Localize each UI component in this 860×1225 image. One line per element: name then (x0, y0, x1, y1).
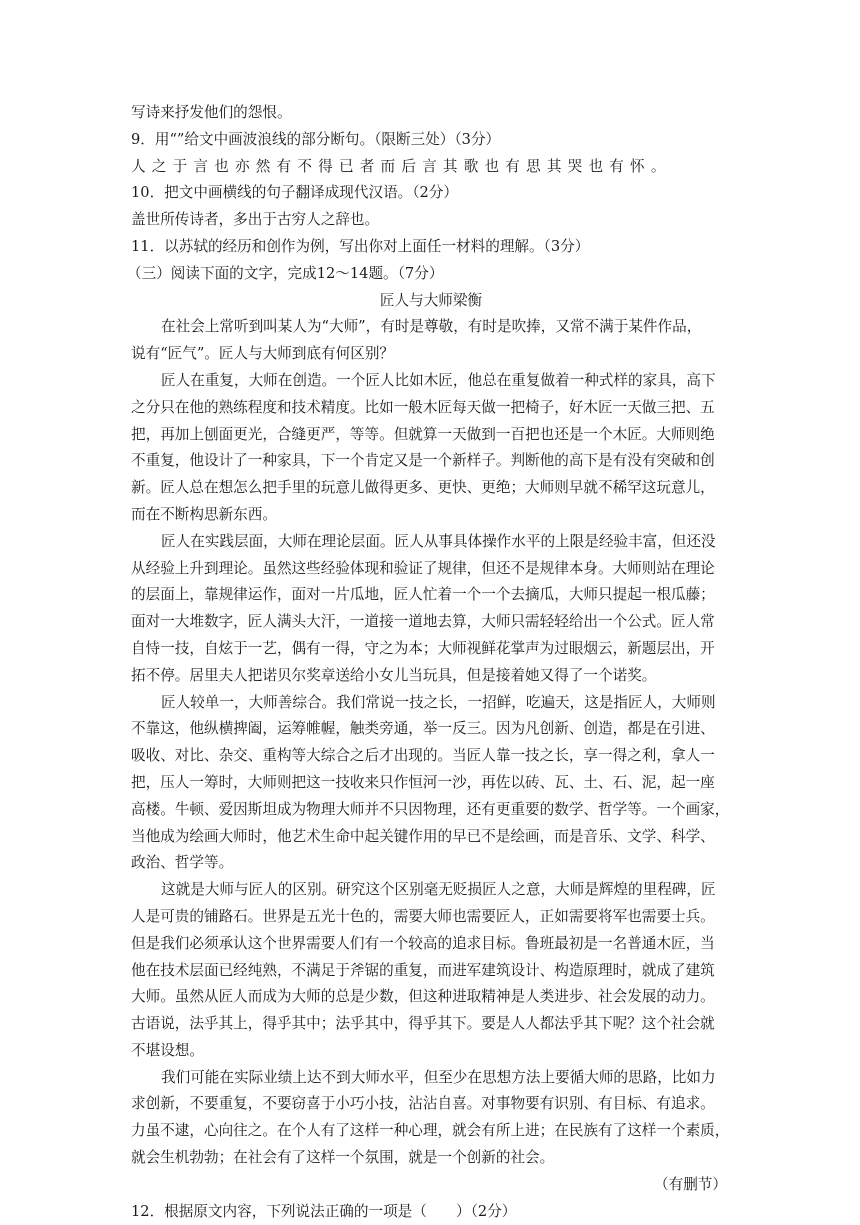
paragraph-line: 但是我们必须承认这个世界需要人们有一个较高的追求目标。鲁班最初是一名普通木匠，当 (131, 934, 715, 952)
paragraph-line: 拓不停。居里夫人把诺贝尔奖章送给小女儿当玩具，但是接着她又得了一个诺奖。 (131, 666, 657, 684)
text-line-continuation: 写诗来抒发他们的怨恨。 (131, 104, 292, 121)
paragraph-line: 匠人在实践层面，大师在理论层面。匠人从事具体操作水平的上限是经验丰富，但还没 (161, 532, 716, 550)
paragraph-line: 匠人在重复，大师在创造。一个匠人比如木匠，他总在重复做着一种式样的家具，高下 (161, 371, 716, 389)
paragraph-line: 人是可贵的铺路石。世界是五光十色的，需要大师也需要匠人，正如需要将军也需要士兵。 (131, 907, 715, 925)
paragraph-line: 新。匠人总在想怎么把手里的玩意儿做得更多、更快、更绝；大师则早就不稀罕这玩意儿， (131, 479, 715, 497)
paragraph-line: 他在技术层面已经纯熟，不满足于斧锯的重复，而进军建筑设计、构造原理时，就成了建筑 (131, 961, 715, 979)
article-paragraph-2 (131, 368, 731, 529)
document-content (127, 100, 731, 1225)
section-3-heading: （三）阅读下面的文字，完成12～14题。（7分） (127, 264, 444, 282)
paragraph-line: 就会生机勃勃；在社会有了这样一个氛围，就是一个创新的社会。 (131, 1149, 555, 1167)
paragraph-line: 当他成为绘画大师时，他艺术生命中起关键作用的早已不是绘画，而是音乐、文学、科学、 (131, 827, 715, 845)
paragraph-line: 政治、哲学等。 (131, 854, 234, 872)
paragraph-line: 说有“匠气”。匠人与大师到底有何区别？ (131, 345, 395, 363)
paragraph-line: 大师。虽然从匠人而成为大师的总是少数，但这种进取精神是人类进步、社会发展的动力。 (131, 988, 715, 1006)
article-paragraph-6 (131, 1065, 731, 1172)
question-11: 11．以苏轼的经历和创作为例，写出你对上面任一材料的理解。（3分） (131, 237, 590, 255)
paragraph-line: 吸收、对比、杂交、重构等大综合之后才出现的。当匠人靠一技之长，享一得之利，拿人一 (131, 747, 715, 765)
question-10: 10．把文中画横线的句子翻译成现代汉语。（2分） (131, 184, 459, 202)
paragraph-line: 而在不断构思新东西。 (131, 505, 277, 523)
article-paragraph-1 (131, 314, 731, 368)
question-12: 12．根据原文内容，下列说法正确的一项是（ ）（2分） (131, 1202, 517, 1220)
article-paragraph-4 (131, 690, 731, 878)
paragraph-line: 把，压人一筹时，大师则把这一技收来只作恒河一沙，再佐以砖、瓦、土、石、泥，起一座 (131, 773, 715, 791)
paragraph-line: 匠人较单一，大师善综合。我们常说一技之长，一招鲜，吃遍天，这是指匠人，大师则 (161, 693, 716, 711)
question-10-passage: 盖世所传诗者，多出于古穷人之辞也。 (131, 211, 380, 229)
paragraph-line: 这就是大师与匠人的区别。研究这个区别毫无贬损匠人之意，大师是辉煌的里程碑，匠 (161, 881, 716, 899)
paragraph-line: 我们可能在实际业绩上达不到大师水平，但至少在思想方法上要循大师的思路，比如力 (161, 1068, 716, 1086)
paragraph-line: 求创新，不要重复，不要窃喜于小巧小技，沾沾自喜。对事物要有识别、有目标、有追求。 (131, 1095, 715, 1113)
article-title: 匠人与大师梁衡 (379, 291, 483, 309)
paragraph-line: 从经验上升到理论。虽然这些经验体现和验证了规律，但还不是规律本身。大师则站在理论 (131, 559, 715, 577)
paragraph-line: 在社会上常听到叫某人为“大师”，有时是尊敬，有时是吹捧，又常不满于某件作品， (161, 318, 702, 336)
question-9-passage: 人之于言也亦然有不得已者而后言其歌也有思其哭也有怀。 (131, 157, 672, 175)
article-paragraph-3 (131, 529, 731, 690)
paragraph-line: 把，再加上刨面更光，合缝更严，等等。但就算一天做到一百把也还是一个木匠。大师则绝 (131, 425, 715, 443)
paragraph-line: 高楼。牛顿、爱因斯坦成为物理大师并不只因物理，还有更重要的数学、哲学等。一个画家， (131, 800, 730, 818)
question-9: 9．用“”给文中画波浪线的部分断句。（限断三处）（3分） (131, 130, 501, 148)
paragraph-line: 之分只在他的熟练程度和技术精度。比如一般木匠每天做一把椅子，好木匠一天做三把、五 (131, 398, 715, 416)
paragraph-line: 自恃一技，自炫于一艺，偶有一得，守之为本；大师视鲜花掌声为过眼烟云，新题层出，开 (131, 639, 715, 657)
paragraph-line: 面对一大堆数字，匠人满头大汗，一道接一道地去算，大师只需轻轻给出一个公式。匠人常 (131, 613, 715, 631)
paragraph-line: 古语说，法乎其上，得乎其中；法乎其中，得乎其下。要是人人都法乎其下呢？这个社会就 (131, 1015, 715, 1033)
paragraph-line: 不堪设想。 (131, 1041, 204, 1059)
paragraph-line: 不靠这，他纵横捭阖，运筹帷幄，触类旁通，举一反三。因为凡创新、创造，都是在引进、 (131, 720, 715, 738)
paragraph-line: 不重复，他设计了一种家具，下一个肯定又是一个新样子。判断他的高下是有没有突破和创 (131, 452, 715, 470)
paragraph-line: 的层面上，靠规律运作，面对一片瓜地，匠人忙着一个一个去摘瓜，大师只提起一根瓜藤； (131, 586, 715, 604)
paragraph-line: 力虽不逮，心向往之。在个人有了这样一种心理，就会有所上进；在民族有了这样一个素质， (131, 1122, 730, 1140)
abridged-note: （有删节） (654, 1175, 727, 1193)
article-paragraph-5 (131, 877, 731, 1065)
